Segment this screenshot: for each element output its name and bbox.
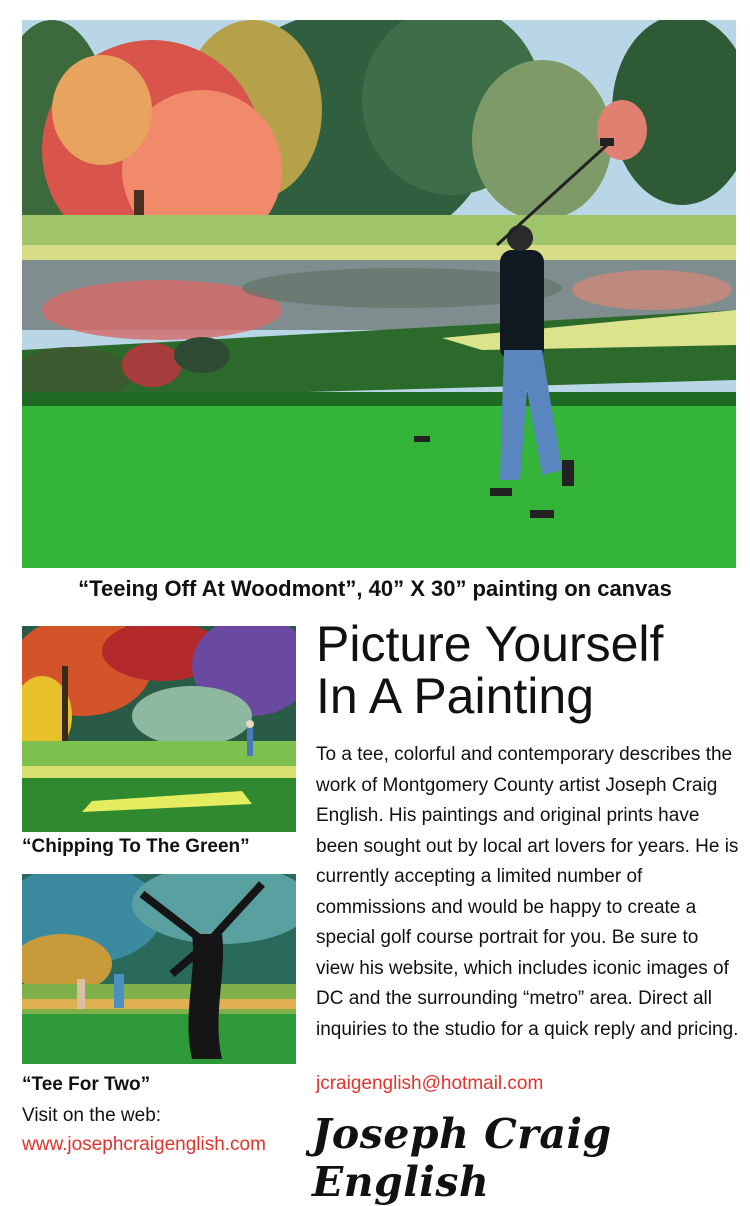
chipping-caption: “Chipping To The Green”: [22, 836, 250, 857]
artist-signature: Joseph Craig English: [312, 1110, 612, 1206]
main-painting-caption: “Teeing Off At Woodmont”, 40” X 30” painting on canvas: [78, 576, 672, 601]
headline: [316, 618, 663, 722]
email-link[interactable]: jcraigenglish@hotmail.com: [316, 1073, 544, 1094]
tee-for-two-painting: [22, 874, 296, 1064]
chipping-painting: [22, 626, 296, 832]
main-painting: [22, 20, 736, 568]
description-paragraph: To a tee, colorful and contemporary describes the work of Montgomery County artist Joseph Craig English. His paintings and original prints have been sought out by local art lovers for years. He is currently accepting a limited number of commissions and would be happy to create a special golf course portrait for you. Be sure to view his website, which includes iconic images of DC and the surrounding “metro” area. Direct all inquiries to the studio for a quick reply and pricing.: [316, 744, 739, 1040]
headline-line-2: In A Painting: [316, 668, 595, 724]
tee-for-two-caption: “Tee For Two”: [22, 1074, 151, 1095]
headline-line-1: Picture Yourself: [316, 616, 664, 672]
website-link[interactable]: www.josephcraigenglish.com: [22, 1134, 266, 1155]
visit-label: Visit on the web:: [22, 1105, 162, 1126]
